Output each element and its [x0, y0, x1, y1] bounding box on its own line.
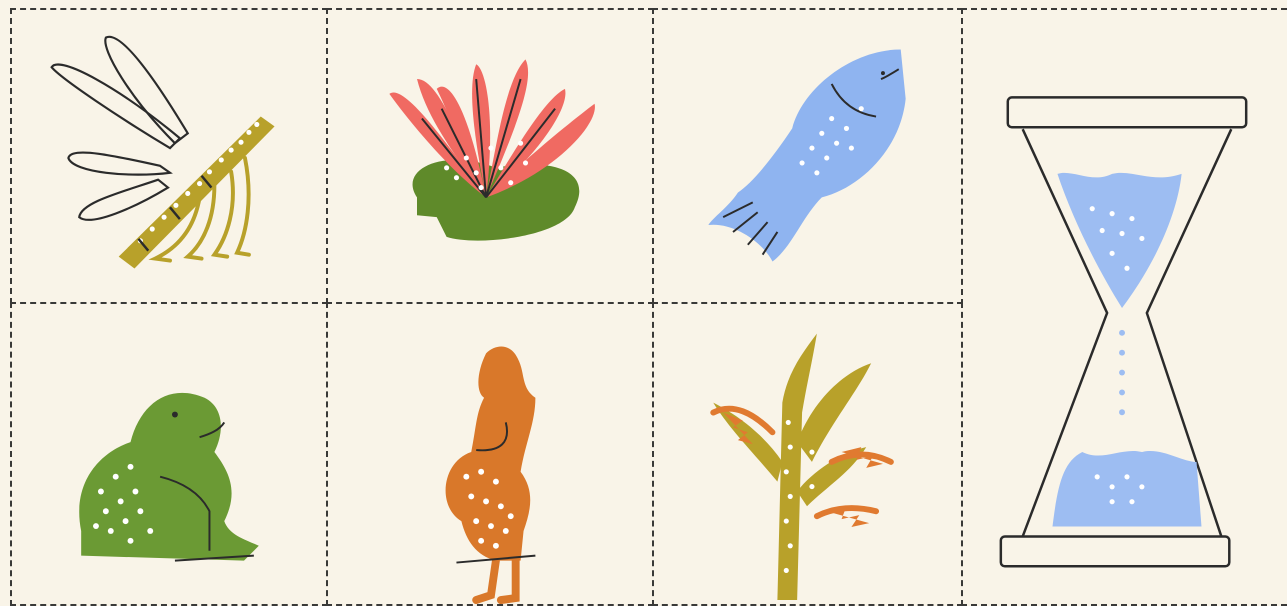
frog-icon — [12, 304, 326, 604]
tile-dragonfly — [10, 8, 328, 304]
tile-lotus — [326, 8, 654, 304]
hourglass-icon — [963, 10, 1287, 604]
tile-plant — [652, 302, 963, 606]
tile-fish — [652, 8, 963, 304]
tile-pregnant-woman — [326, 302, 654, 606]
tile-frog — [10, 302, 328, 606]
lotus-icon — [328, 10, 652, 302]
dragonfly-icon — [12, 10, 326, 302]
tile-hourglass — [961, 8, 1287, 606]
pregnant-woman-icon — [328, 304, 652, 604]
plant-icon — [654, 304, 961, 604]
fish-icon — [654, 10, 961, 302]
